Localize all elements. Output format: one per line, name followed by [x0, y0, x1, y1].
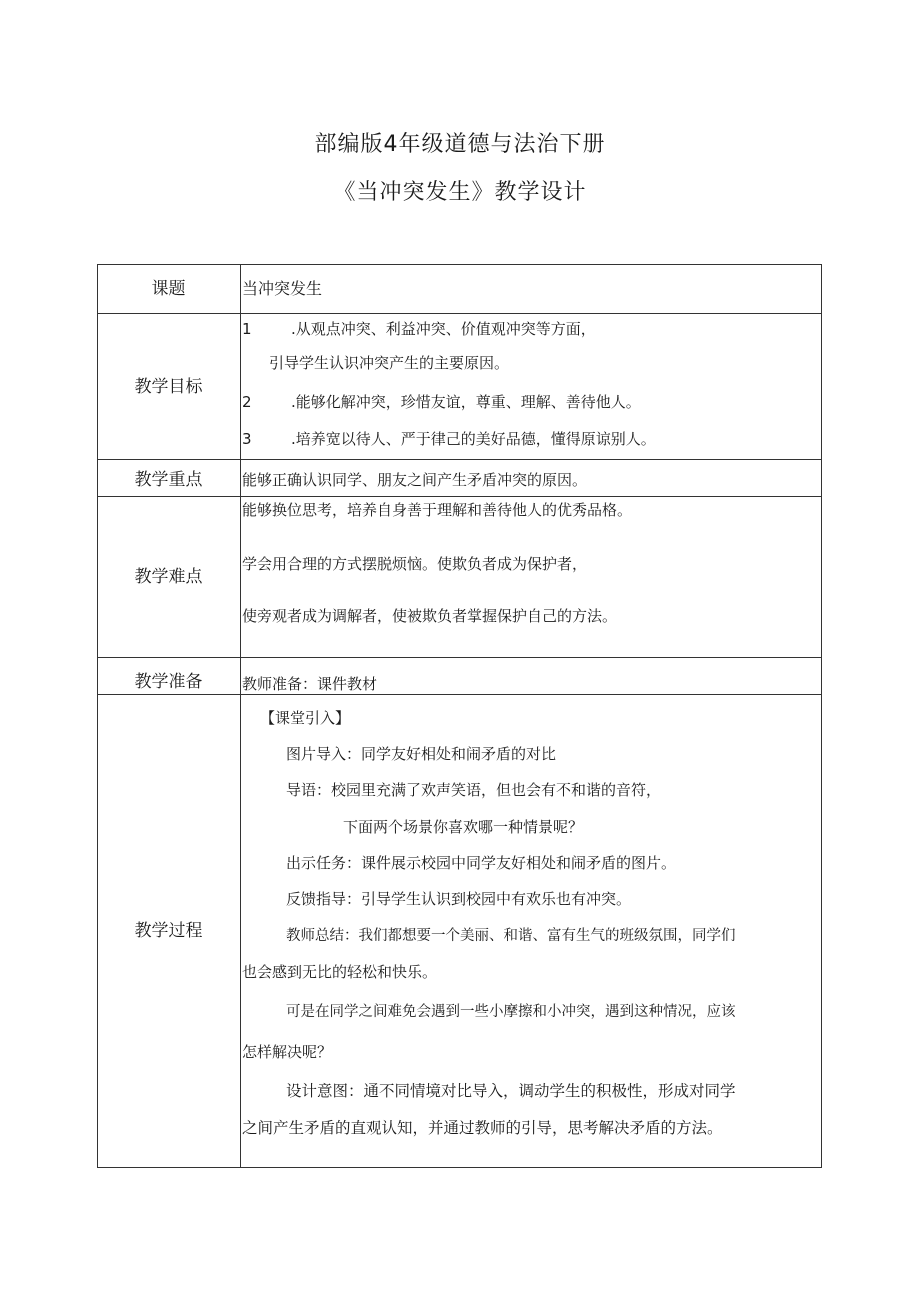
difficulty-line: 能够换位思考，培养自身善于理解和善待他人的优秀品格。 [242, 501, 633, 519]
goal-number: 1 [242, 320, 252, 338]
row-divider [97, 496, 822, 497]
goal-number: 3 [242, 430, 252, 448]
table-border-top [97, 264, 822, 265]
table-border-left [97, 264, 98, 1168]
process-line: 出示任务：课件展示校园中同学友好相处和闹矛盾的图片。 [286, 854, 677, 872]
preparation-value: 教师准备：课件教材 [242, 675, 378, 693]
process-line: 设计意图：通不同情境对比导入，调动学生的积极性，形成对同学 [286, 1082, 736, 1100]
process-line: 怎样解决呢？ [242, 1043, 333, 1061]
goal-number: 2 [242, 393, 252, 411]
section-heading: 【课堂引入】 [260, 709, 351, 727]
row-divider [97, 313, 822, 314]
lesson-plan-table [97, 264, 822, 1168]
row-label-preparation: 教学准备 [134, 672, 203, 692]
row-label-topic: 课题 [151, 279, 186, 299]
process-line: 之间产生矛盾的直观认知，并通过教师的引导，思考解决矛盾的方法。 [242, 1119, 723, 1137]
process-line: 下面两个场景你喜欢哪一种情景呢？ [343, 818, 584, 836]
goal-text: .能够化解冲突，珍惜友谊，尊重、理解、善待他人。 [291, 393, 641, 411]
row-label-process: 教学过程 [134, 921, 203, 941]
row-label-key-points: 教学重点 [134, 470, 203, 490]
table-border-bottom [97, 1167, 822, 1168]
row-divider [97, 657, 822, 658]
document-title-line-2: 《当冲突发生》教学设计 [333, 180, 587, 205]
process-line: 图片导入：同学友好相处和闹矛盾的对比 [286, 745, 557, 763]
table-border-right [821, 264, 822, 1168]
difficulty-line: 使旁观者成为调解者，使被欺负者掌握保护自己的方法。 [242, 607, 618, 625]
goal-text-continued: 引导学生认识冲突产生的主要原因。 [269, 354, 510, 372]
row-divider [97, 459, 822, 460]
process-line: 也会感到无比的轻松和快乐。 [242, 963, 438, 981]
row-divider [97, 694, 822, 695]
difficulty-line: 学会用合理的方式摆脱烦恼。使欺负者成为保护者， [242, 555, 588, 573]
process-line: 教师总结：我们都想要一个美丽、和谐、富有生气的班级氛围，同学们 [286, 928, 736, 944]
row-label-difficulties: 教学难点 [134, 567, 203, 587]
process-line: 可是在同学之间难免会遇到一些小摩擦和小冲突，遇到这种情况，应该 [286, 1004, 736, 1020]
column-divider [240, 264, 241, 1168]
process-line: 导语：校园里充满了欢声笑语，但也会有不和谐的音符， [286, 781, 662, 799]
goal-text: .从观点冲突、利益冲突、价值观冲突等方面， [291, 320, 596, 338]
document-title-line-1: 部编版4年级道德与法治下册 [314, 132, 606, 157]
row-label-goals: 教学目标 [134, 377, 203, 397]
process-line: 反馈指导：引导学生认识到校园中有欢乐也有冲突。 [286, 890, 632, 908]
topic-value: 当冲突发生 [242, 279, 323, 298]
goal-text: .培养宽以待人、严于律己的美好品德，懂得原谅别人。 [291, 430, 656, 448]
key-points-value: 能够正确认识同学、朋友之间产生矛盾冲突的原因。 [242, 471, 588, 489]
